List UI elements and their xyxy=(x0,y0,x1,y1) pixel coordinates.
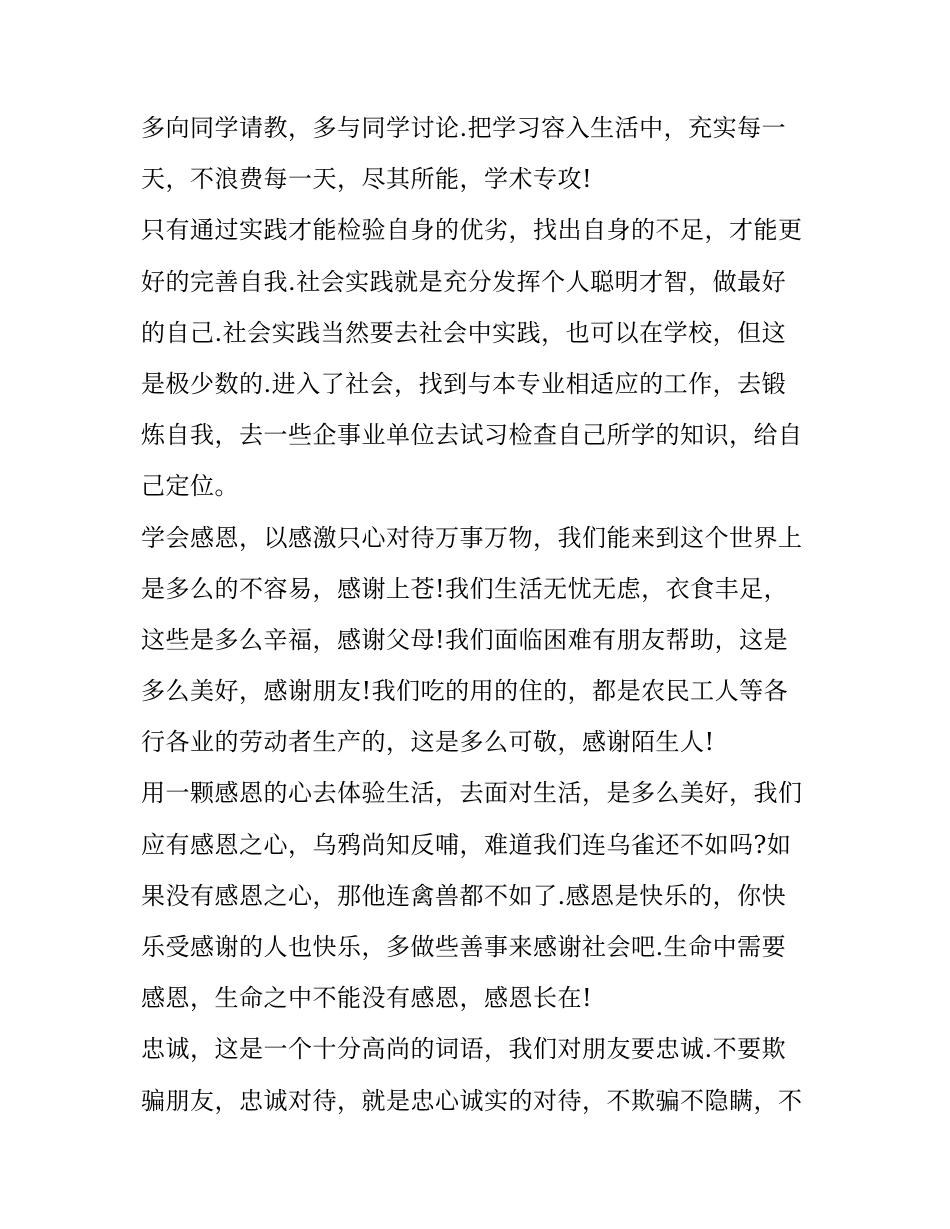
text-line: 的自己.社会实践当然要去社会中实践，也可以在学校，但这 xyxy=(141,318,787,347)
text-line: 炼自我，去一些企事业单位去试习检查自己所学的知识，给自 xyxy=(141,421,803,450)
text-line: 这些是多么辛福，感谢父母!我们面临困难有朋友帮助，这是 xyxy=(141,625,789,654)
text-line: 是极少数的.进入了社会，找到与本专业相适应的工作，去锻 xyxy=(141,369,787,398)
text-line: 果没有感恩之心，那他连禽兽都不如了.感恩是快乐的，你快 xyxy=(141,881,787,910)
document-body xyxy=(141,103,821,1127)
text-line: 己定位。 xyxy=(141,472,239,501)
text-line: 好的完善自我.社会实践就是充分发挥个人聪明才智，做最好 xyxy=(141,267,787,296)
text-line: 多么美好，感谢朋友!我们吃的用的住的，都是农民工人等各 xyxy=(141,677,789,706)
text-line: 学会感恩，以感激只心对待万事万物，我们能来到这个世界上 xyxy=(141,523,803,552)
text-line: 用一颗感恩的心去体验生活，去面对生活，是多么美好，我们 xyxy=(141,779,803,808)
text-line: 行各业的劳动者生产的，这是多么可敬，感谢陌生人! xyxy=(141,728,715,757)
text-line: 感恩，生命之中不能没有感恩，感恩长在! xyxy=(141,984,593,1013)
text-line: 忠诚，这是一个十分高尚的词语，我们对朋友要忠诚.不要欺 xyxy=(141,1035,787,1064)
text-line: 多向同学请教，多与同学讨论.把学习容入生活中，充实每一 xyxy=(141,114,787,142)
text-line: 只有通过实践才能检验自身的优劣，找出自身的不足，才能更 xyxy=(141,216,803,245)
text-line: 应有感恩之心，乌鸦尚知反哺，难道我们连乌雀还不如吗?如 xyxy=(141,830,792,859)
text-line: 天，不浪费每一天，尽其所能，学术专攻! xyxy=(141,165,593,194)
text-line: 骗朋友，忠诚对待，就是忠心诚实的对待，不欺骗不隐瞒，不 xyxy=(141,1086,803,1115)
text-line: 是多么的不容易，感谢上苍!我们生活无忧无虑，衣食丰足， xyxy=(141,574,789,603)
text-line: 乐受感谢的人也快乐，多做些善事来感谢社会吧.生命中需要 xyxy=(141,933,787,961)
